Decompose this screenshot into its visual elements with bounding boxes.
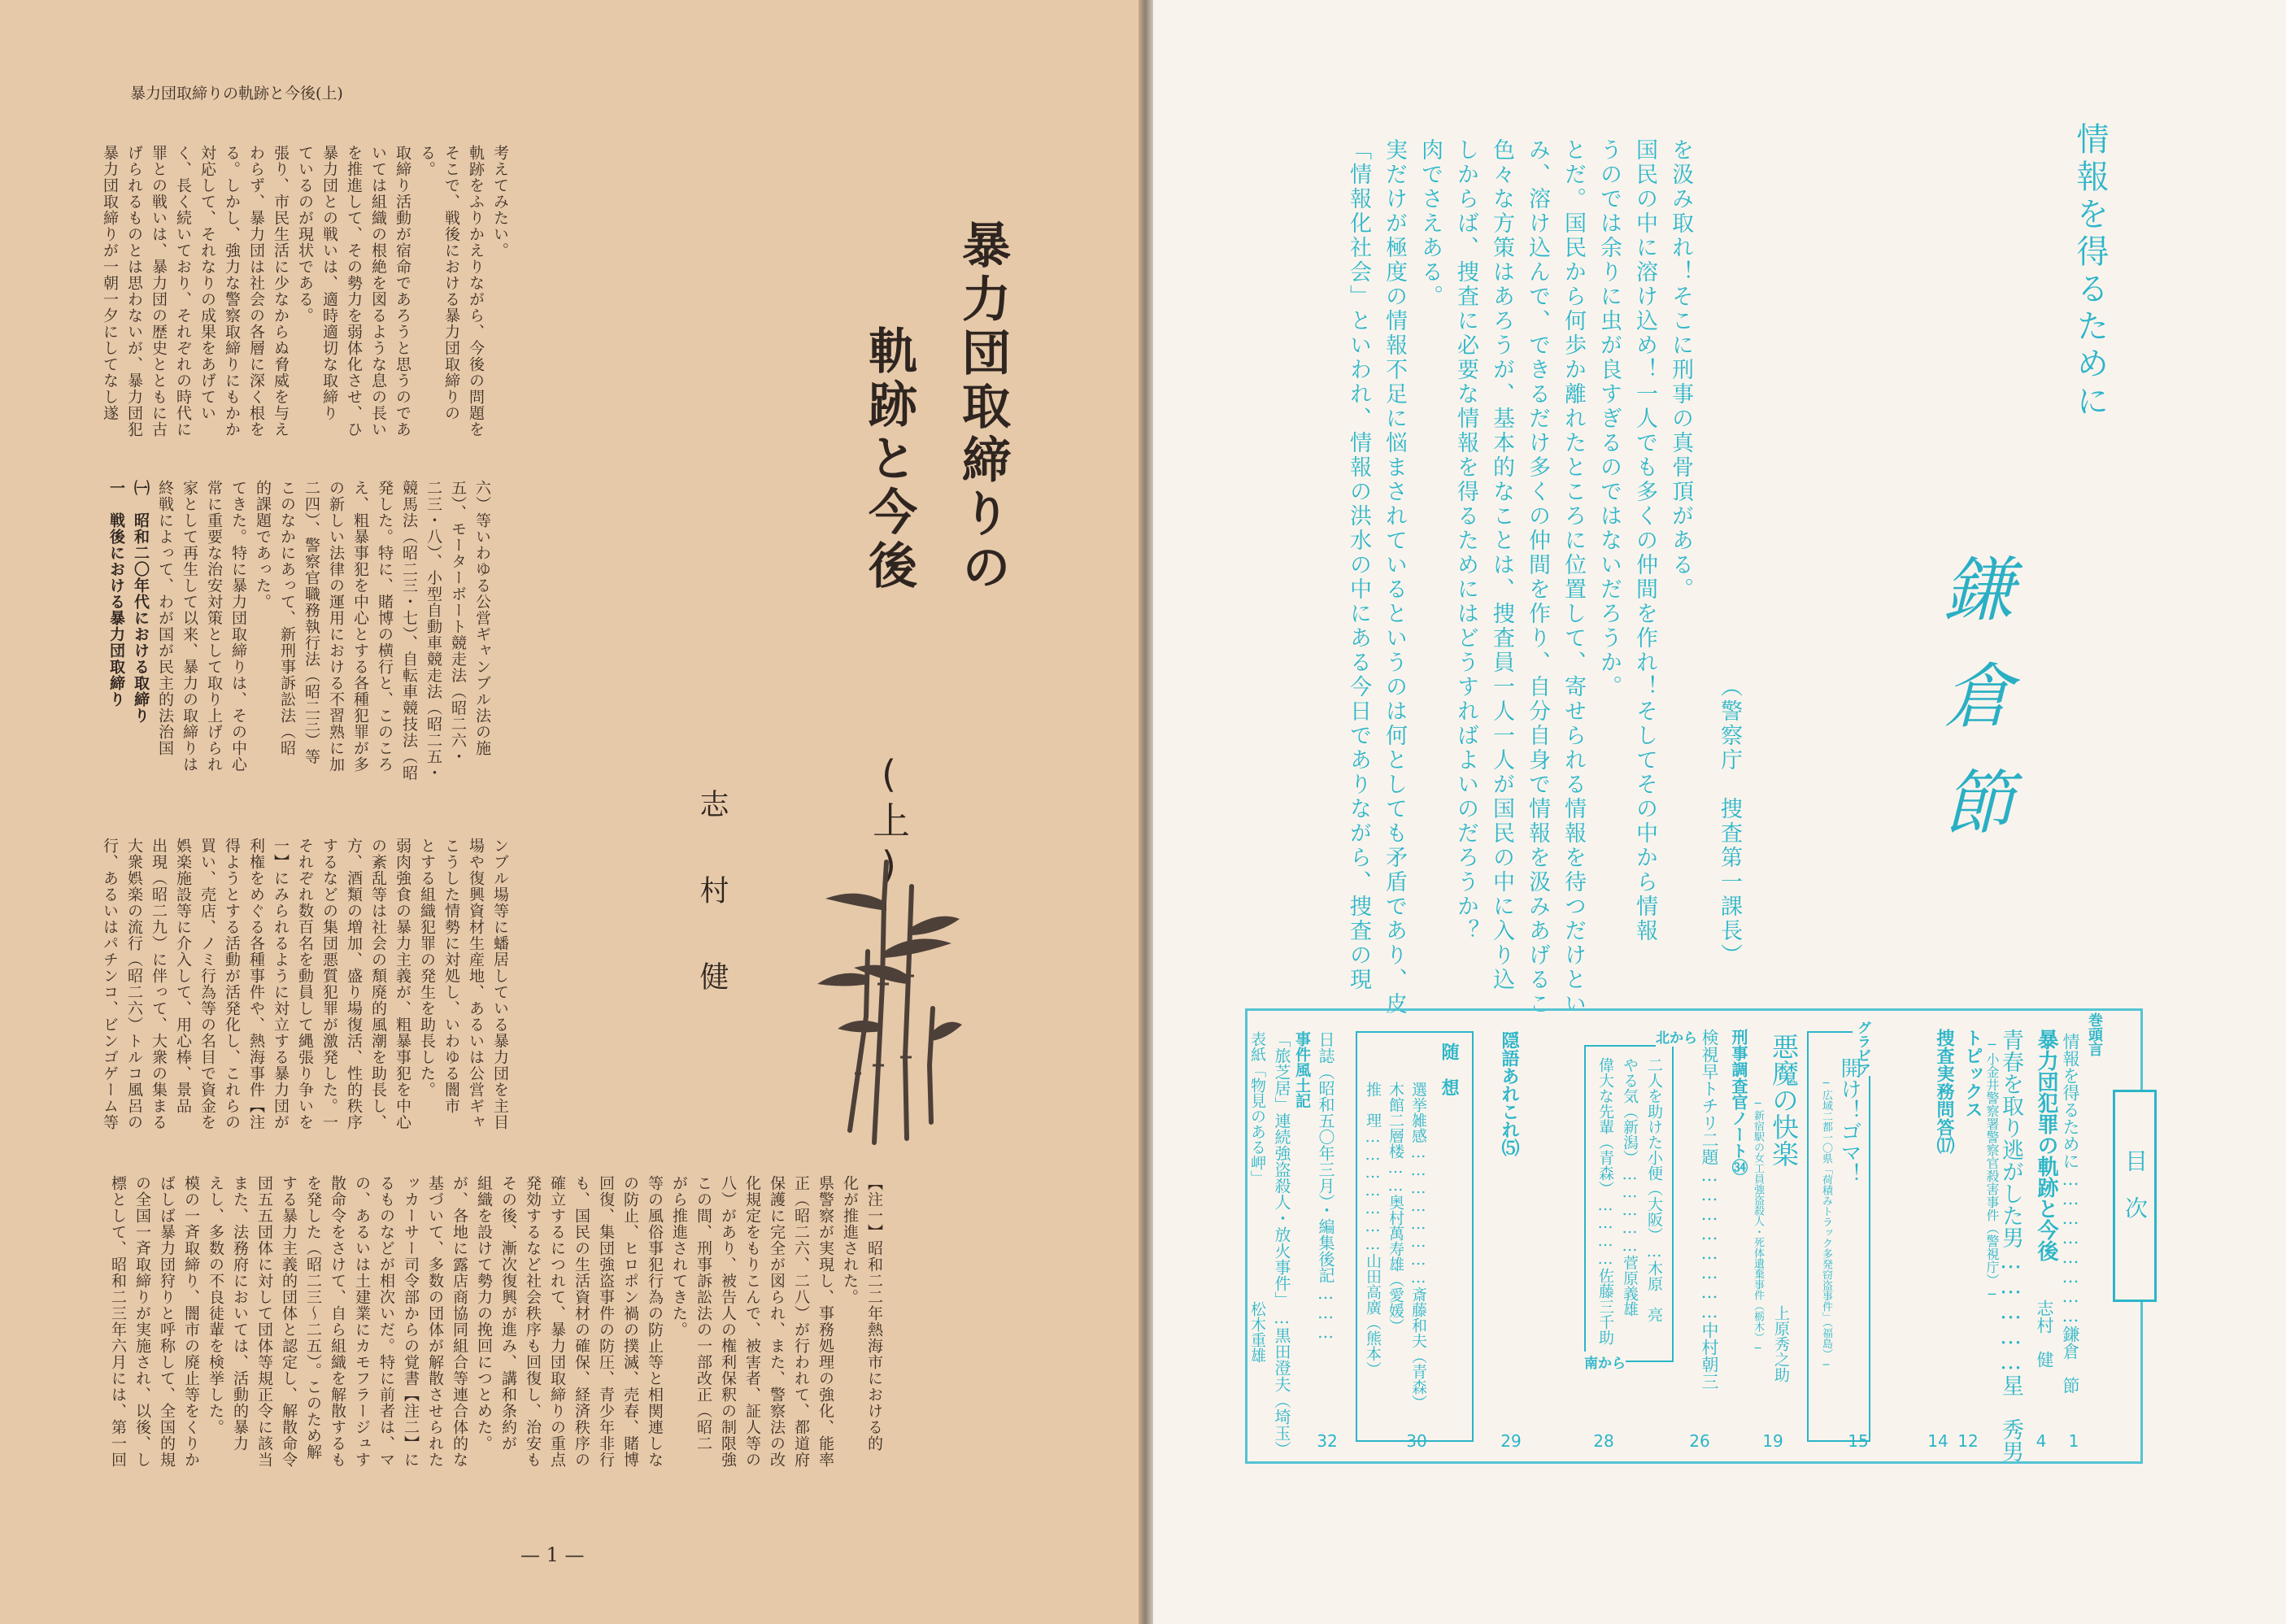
text-column: の、あるいは土建業にカモフラージュす (353, 1175, 371, 1468)
essay-column: 色々な方策はあろうが、基本的なことは、捜査員一人一人が国民の中に入り込 (1489, 138, 1514, 992)
toc-page-number: 4 (2036, 1431, 2047, 1451)
text-column: ているのが現状である。 (296, 145, 314, 324)
toc-item[interactable]: 偉大な先輩（青森）…………佐藤三千助 (1596, 1057, 1614, 1345)
text-column: を推進して、その勢力を弱体化させ、ひ (345, 145, 363, 438)
toc-item[interactable]: 暴力団犯罪の軌跡と今後 (2034, 1029, 2058, 1261)
text-column: 娯楽施設等に介入して、用心棒、景品 (174, 838, 192, 1114)
text-column: 確立するにつれて、暴力団取締りの重点 (548, 1175, 566, 1468)
text-column: てきた。特に暴力団取締りは、その中心 (229, 480, 247, 773)
text-column: え、粗暴事犯を中心とする各種犯罪が多 (351, 480, 369, 773)
text-column: えし、多数の不良徒輩を検挙した。 (207, 1175, 224, 1435)
text-column: わらず、暴力団は社会の各層に深く根を (247, 145, 265, 438)
text-column: 行、あるいはパチンコ、ビンゴゲーム等 (101, 838, 119, 1130)
toc-note: ─小金井警察署警察官殺害事件（警視庁）─ (1984, 1037, 2000, 1302)
text-column: 保護に完全が図られ、また、警察法の改 (768, 1175, 786, 1468)
text-column: 県警察が実現し、事務処理の強化、能率 (816, 1175, 834, 1468)
text-column: 六）等いわゆる公営ギャンブル法の施 (473, 480, 491, 756)
text-column: 正（昭二六、二八）が行われて、都道府 (792, 1175, 810, 1468)
text-column: ンブル場等に蟠居している暴力団を主目 (491, 838, 509, 1130)
toc-item[interactable]: 推 理…………………山田高廣（熊本） (1364, 1082, 1382, 1377)
text-column: く、長く続いており、それぞれの時代に (174, 145, 192, 438)
text-column: を発した（昭二三〜二五）。このため解 (304, 1175, 322, 1461)
article-subtitle: (上) (867, 752, 911, 892)
text-column: 罪との戦いは、暴力団の歴史とともに古 (150, 145, 168, 438)
toc-item[interactable]: トピックス (1962, 1029, 1983, 1118)
text-column: 等の風俗事犯行為の防止等と相関連しな (646, 1175, 664, 1468)
text-column: 五）、モーターボート競走法（昭二六・ (449, 480, 467, 765)
bamboo-illustration (809, 854, 964, 1147)
toc-item[interactable]: 検視早トチリ二題……………………中村朝三 (1700, 1029, 1719, 1390)
text-column: それぞれ数百名を動員して縄張り争いを (296, 838, 314, 1130)
essay-column: 国民の中に溶け込め！一人でも多くの仲間を作れ！そしてその中から情報 (1632, 138, 1657, 943)
toc-jiken-label: 事件風土記 (1293, 1031, 1311, 1108)
upper-left-block (104, 480, 494, 782)
toc-item[interactable]: 悪魔の快楽 (1768, 1033, 1800, 1167)
toc-zuiso-label: 随 想 (1439, 1043, 1459, 1096)
toc-kita-footer: 南から (1584, 1352, 1626, 1372)
text-column: 終戦によって、わが国が民主的法治国 (156, 480, 174, 756)
essay-signature: （警察庁 捜査第一課長） (1717, 675, 1742, 968)
article-author: 志村健 (695, 789, 729, 1047)
toc-item[interactable]: 選挙雑感……………………斎藤和夫（青森） (1409, 1082, 1427, 1410)
text-column: 基づいて、多数の団体が解散させられた (426, 1175, 444, 1468)
text-column: 場や復興資材生産地、あるいは公営ギャ (467, 838, 485, 1130)
toc-page-number: 14 (1927, 1431, 1949, 1451)
toc-author: 松木重雄 (1248, 1301, 1266, 1363)
essay-body (1340, 138, 1747, 1017)
left-page (0, 0, 1139, 1624)
essay-column: とだ。国民から何歩か離れたところに位置して、寄せられる情報を待つだけとい (1561, 138, 1586, 1017)
text-column: 弱肉強食の暴力主義が、粗暴事犯を中心 (394, 838, 411, 1130)
text-column: いては組織の根絶を図るような息の長い (369, 145, 387, 438)
essay-column: み、溶け込んで、できるだけ多くの仲間を作り、自分自身で情報を汲みあげるこ (1525, 138, 1550, 1017)
text-column: 常に重要な治安対策として取り上げられ (205, 480, 223, 773)
binding-gutter (1139, 0, 1153, 1624)
toc-author: 志村 健 (2035, 1300, 2054, 1368)
article-title-line-2: 軌跡と今後 (860, 325, 917, 594)
text-column: の紊乱等は社会の頽廃的風潮を助長し、 (369, 838, 387, 1130)
text-column: そこで、戦後における暴力団取締りの (442, 145, 460, 421)
text-column: ッカーサー司令部からの覚書【注二】に (402, 1175, 420, 1468)
toc-kita-header: 北から (1656, 1026, 1697, 1047)
text-column: 模の一斉取締り、闇市の廃止等をくりか (182, 1175, 200, 1468)
text-column: この間、刑事訴訟法の一部改正（昭二 (695, 1175, 712, 1452)
text-column: 二三・八）、小型自動車競走法（昭二五・ (425, 480, 442, 782)
text-column: 散命令をさけて、自ら組織を解散するも (329, 1175, 346, 1468)
text-column: 八）があり、被告人の権利保釈の制限強 (719, 1175, 737, 1468)
text-column: がら推進されてきた。 (670, 1175, 688, 1338)
toc-gravure-label: グラビア (1853, 1021, 1873, 1076)
essay-column: 「情報化社会」といわれ、情報の洪水の中にある今日でありながら、捜査の現 (1346, 138, 1371, 992)
text-column: 競馬法（昭二三・七）、自転車競技法（昭 (400, 480, 418, 782)
text-column: 大衆娯楽の流行（昭二六）トルコ風呂の (125, 838, 143, 1130)
text-column: する暴力主義的団体と認定し、解散命令 (280, 1175, 298, 1468)
text-column: 買い、売店、ノミ行為等の名目で資金を (198, 838, 216, 1130)
text-column: 組織を設けて勢力の挽回につとめた。 (475, 1175, 493, 1452)
toc-page-number: 28 (1593, 1431, 1614, 1451)
section-heading-1: 一 戦後における暴力団取締り (107, 480, 125, 708)
toc-item[interactable]: 捜査実務問答⒄ (1934, 1029, 1954, 1154)
text-column: このなかにあって、新刑事訴訟法（昭 (278, 480, 296, 756)
toc-page-number: 30 (1406, 1431, 1427, 1451)
text-column: 標として、昭和二三年六月には、第一回 (109, 1175, 127, 1468)
text-column: 暴力団との戦いは、適時適切な取締り (320, 145, 338, 421)
toc-page-number: 1 (2068, 1431, 2079, 1451)
text-column: こうした情勢に対処し、いわゆる闇市 (442, 838, 460, 1114)
essay-title: 情報を得るために (2071, 122, 2109, 421)
text-column: の全国一斉取締りが実施され、以後、し (133, 1175, 151, 1468)
text-column: 発した。特に、賭博の横行と、このころ (376, 480, 394, 773)
upper-left-columns (104, 480, 494, 782)
text-column: その後、漸次復興が進み、講和条約が (499, 1175, 517, 1452)
essay-column: を汲み取れ！そこに刑事の真骨頂がある。 (1668, 138, 1693, 602)
text-column: 方、酒類の増加、盛り場復活、性的秩序 (345, 838, 363, 1130)
page-number: — 1 — (520, 1543, 585, 1566)
text-column: 的課題であった。 (254, 480, 272, 610)
essay-column: しからば、捜査に必要な情報を得るためにはどうすればよいのだろうか？ (1453, 138, 1478, 943)
toc-label: 目次 (2113, 1090, 2157, 1302)
toc-item[interactable]: 日誌（昭和五〇年三月）・編集後記……… (1316, 1031, 1335, 1342)
text-column: の新しい法律の運用における不習熟に加 (327, 480, 345, 773)
upper-right-text (98, 145, 512, 438)
toc-page-number: 15 (1848, 1431, 1869, 1451)
text-column: 化が推進された。 (841, 1175, 859, 1305)
lower-right-text (98, 838, 512, 1130)
article-title-line-1: 暴力団取締りの (954, 220, 1011, 595)
text-column: 一】にみられるように対立する暴力団が (272, 838, 290, 1130)
text-column: 利権をめぐる各種事件や、熱海事件【注 (247, 838, 265, 1130)
toc-page-number: 32 (1317, 1431, 1338, 1451)
toc-item[interactable]: 表紙「物見のある岬」 (1248, 1031, 1266, 1186)
toc-item[interactable]: 二人を助けた小便（大阪）…木原 亮 (1645, 1057, 1663, 1322)
text-column: 軌跡をふりかえりながら、今後の問題を (467, 145, 485, 438)
toc-item[interactable]: 「旅芝居」連続強盗殺人・放火事件」…黒田澄夫（埼玉） (1272, 1031, 1291, 1457)
toc-kantogen-heading: 巻頭言 (2086, 1012, 2103, 1056)
toc-page-number: 12 (1957, 1431, 1979, 1451)
text-column: 取締り活動が宿命であろうと思うのであ (394, 145, 411, 438)
essay-column: 実だけが極度の情報不足に悩まされているというのは何としても矛盾であり、皮 (1382, 138, 1407, 1017)
toc-note: ─広域二都一〇県「荷積みトラック多発窃盗事件」（福島）─ (1820, 1078, 1832, 1372)
toc-item[interactable]: 木館二層楼……奥村萬寿雄（愛媛） (1387, 1082, 1404, 1334)
toc-item[interactable]: 青春を取り逃がした男……………星 秀男 (1998, 1029, 2023, 1462)
lower-mid-text (106, 1175, 886, 1468)
text-column: の防止、ヒロポン禍の撲滅、売春、賭博 (621, 1175, 639, 1468)
toc-page-number: 19 (1762, 1431, 1783, 1451)
toc-item[interactable]: 開け！ゴマ！ (1837, 1057, 1861, 1184)
text-column: 団五五団体に対して団体等規正令に該当 (255, 1175, 273, 1468)
text-column: ばしば暴力団狩りと呼称して、全国的規 (158, 1175, 176, 1468)
toc-item[interactable]: やる気（新潟）……………菅原義雄 (1621, 1057, 1639, 1317)
text-column: 発効するなど社会秩序も回復し、治安も (524, 1175, 542, 1468)
text-column: 考えてみたい。 (491, 145, 509, 259)
text-column: 出現（昭二九）に伴って、大衆の集まる (150, 838, 168, 1130)
essay-column: 肉でさえある。 (1417, 138, 1443, 309)
toc-item[interactable]: 情報を得るために……………………鎌倉 節 (2061, 1033, 2080, 1394)
text-column: も、国民の生活資材の確保、経済秩序の (573, 1175, 590, 1468)
toc-item[interactable]: 刑事調査官ノート㉞ (1729, 1029, 1748, 1175)
text-column: とする組織犯罪の発生を助長した。 (418, 838, 436, 1098)
text-column: 暴力団取締りが一朝一夕にしてなし遂 (101, 145, 119, 421)
text-column: 化規定をもりこんで、被害者、証人等の (743, 1175, 761, 1468)
text-column: 家として再生して以来、暴力の取締りは (181, 480, 198, 773)
section-heading-2: ㈠ 昭和二〇年代における取締り (132, 480, 150, 724)
text-column: 張り、市民生活に少なからぬ脅威を与え (272, 145, 290, 438)
text-column: る。しかし、強力な警察取締りにもかか (223, 145, 241, 438)
toc-note: ─新宿駅の女工員強盗殺人・死体遺棄事件（栃木）─ (1752, 1098, 1764, 1355)
toc-author: 上原秀之助 (1772, 1305, 1790, 1382)
text-column: 【注一】昭和二二年熱海市における的 (865, 1175, 883, 1452)
text-column: げられるものとは思わないが、暴力団犯 (125, 145, 143, 438)
text-column: 二四）、警察官職務執行法（昭二三）等 (303, 480, 320, 765)
text-column: が、各地に露店商協同組合等連合体的な (451, 1175, 468, 1468)
text-column: 得ようとする活動が活発化し、これらの (223, 838, 241, 1130)
text-column: 回復、集団強盗事件の防圧、青少年非行 (597, 1175, 615, 1468)
text-column: る。 (418, 145, 436, 177)
author-calligraphy: 鎌倉節 (1931, 553, 2013, 873)
text-column: 対応して、それなりの成果をあげてい (198, 145, 216, 421)
running-head: 暴力団取締りの軌跡と今後(上) (130, 85, 343, 102)
toc-item[interactable]: 隠語あれこれ⑸ (1499, 1031, 1519, 1156)
text-column: るものなどが相次いだ。特に前者は、マ (377, 1175, 395, 1468)
toc-page-number: 26 (1689, 1431, 1710, 1451)
text-column: また、法務府においては、活動的暴力 (231, 1175, 249, 1452)
essay-column: うのでは余りに虫が良すぎるのではないだろうか。 (1596, 138, 1622, 699)
toc-page-number: 29 (1500, 1431, 1522, 1451)
text-column: するなどの集団悪質犯罪が激発した。一 (320, 838, 338, 1130)
